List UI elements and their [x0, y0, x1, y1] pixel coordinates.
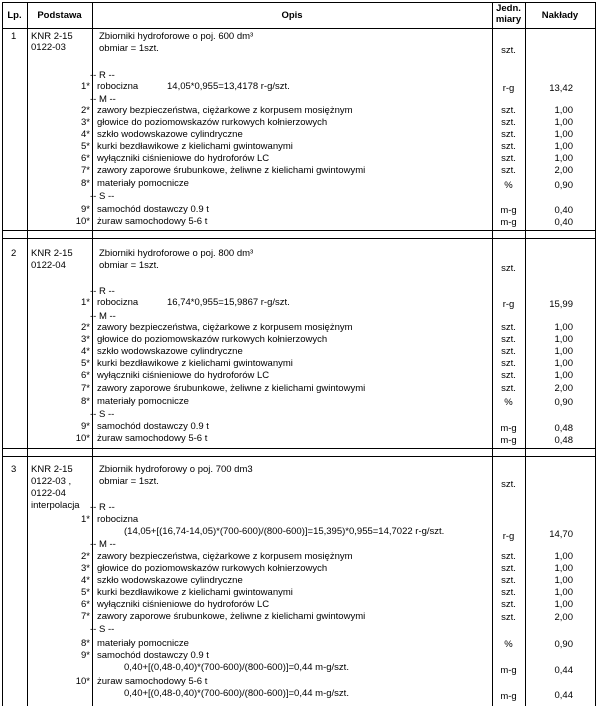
- grid-line: [92, 2, 93, 706]
- row-calc: 0,40+[(0,48-0,40)*(700-600)/(800-600)]=0,44 m-g/szt.: [124, 662, 349, 673]
- row-unit: r-g: [502, 531, 515, 542]
- row-name: żuraw samochodowy 5-6 t: [97, 676, 208, 687]
- row-calc: 0,40+[(0,48-0,40)*(700-600)/(800-600)]=0,44 m-g/szt.: [124, 688, 349, 699]
- column-header-opis: Opis: [281, 10, 303, 21]
- item-obmiar: obmiar = 1szt.: [99, 43, 159, 54]
- row-name: zawory zaporowe śrubunkowe, żeliwne z kielichami gwintowymi: [97, 165, 366, 176]
- item-unit: szt.: [501, 479, 516, 490]
- row-unit: szt.: [501, 383, 516, 394]
- row-number: 1*: [81, 81, 90, 92]
- row-number: 8*: [81, 178, 90, 189]
- row-value: 2,00: [554, 612, 573, 623]
- row-number: 2*: [81, 105, 90, 116]
- item-podstawa: 0122-04: [31, 488, 66, 499]
- column-header-jedn: miary: [495, 14, 522, 25]
- section-label: -- M --: [90, 311, 116, 322]
- section-label: -- R --: [90, 502, 115, 513]
- row-name: samochód dostawczy 0.9 t: [97, 421, 209, 432]
- row-name: głowice do poziomowskazów rurkowych kołnierzowych: [97, 334, 328, 345]
- row-name: szkło wodowskazowe cylindryczne: [97, 129, 243, 140]
- row-unit: r-g: [502, 299, 515, 310]
- row-value: 0,90: [554, 639, 573, 650]
- row-value: 1,00: [554, 153, 573, 164]
- row-name: żuraw samochodowy 5-6 t: [97, 216, 208, 227]
- row-number: 6*: [81, 153, 90, 164]
- row-value: 2,00: [554, 165, 573, 176]
- row-number: 2*: [81, 551, 90, 562]
- row-number: 9*: [81, 650, 90, 661]
- row-value: 1,00: [554, 599, 573, 610]
- row-name: żuraw samochodowy 5-6 t: [97, 433, 208, 444]
- row-number: 3*: [81, 563, 90, 574]
- column-header-naklady: Nakłady: [541, 10, 579, 21]
- row-name: głowice do poziomowskazów rurkowych kołnierzowych: [97, 563, 328, 574]
- column-header-jedn: Jedn.: [496, 3, 521, 14]
- row-value: 1,00: [554, 358, 573, 369]
- row-value: 0,40: [554, 205, 573, 216]
- row-name: zawory bezpieczeństwa, ciężarkowe z korpusem mosiężnym: [97, 322, 353, 333]
- row-name: kurki bezdławikowe z kielichami gwintowanymi: [97, 587, 293, 598]
- row-name: zawory bezpieczeństwa, ciężarkowe z korpusem mosiężnym: [97, 551, 353, 562]
- row-unit: szt.: [501, 334, 516, 345]
- row-number: 4*: [81, 129, 90, 140]
- row-value: 15,99: [549, 299, 573, 310]
- row-unit: m-g: [500, 423, 517, 434]
- row-name: wyłączniki ciśnieniowe do hydroforów LC: [97, 599, 270, 610]
- row-name: samochód dostawczy 0.9 t: [97, 650, 209, 661]
- row-name: zawory zaporowe śrubunkowe, żeliwne z kielichami gwintowymi: [97, 383, 366, 394]
- row-unit: %: [504, 180, 513, 191]
- row-number: 10*: [75, 433, 90, 444]
- row-value: 0,90: [554, 180, 573, 191]
- row-name: szkło wodowskazowe cylindryczne: [97, 575, 243, 586]
- item-podstawa: 0122-04: [31, 260, 66, 271]
- section-label: -- R --: [90, 286, 115, 297]
- item-lp: 3: [11, 464, 17, 475]
- row-unit: szt.: [501, 599, 516, 610]
- item-lp: 1: [11, 31, 17, 42]
- row-unit: szt.: [501, 141, 516, 152]
- row-value: 1,00: [554, 551, 573, 562]
- row-value: 0,44: [554, 665, 573, 676]
- row-number: 6*: [81, 370, 90, 381]
- row-value: 1,00: [554, 105, 573, 116]
- item-podstawa: interpolacja: [31, 500, 80, 511]
- row-value: 1,00: [554, 370, 573, 381]
- section-label: -- S --: [90, 409, 115, 420]
- row-calc: 14,05*0,955=13,4178 r-g/szt.: [167, 81, 290, 92]
- row-number: 5*: [81, 587, 90, 598]
- row-unit: szt.: [501, 370, 516, 381]
- row-unit: szt.: [501, 322, 516, 333]
- item-podstawa: KNR 2-15: [31, 248, 73, 259]
- grid-line: [595, 2, 596, 706]
- row-number: 6*: [81, 599, 90, 610]
- row-value: 14,70: [549, 529, 573, 540]
- grid-line: [2, 448, 595, 449]
- row-number: 9*: [81, 421, 90, 432]
- row-number: 3*: [81, 117, 90, 128]
- row-name: robocizna: [97, 514, 139, 525]
- row-value: 1,00: [554, 587, 573, 598]
- row-value: 1,00: [554, 334, 573, 345]
- row-unit: szt.: [501, 551, 516, 562]
- row-unit: %: [504, 639, 513, 650]
- grid-line: [27, 2, 28, 706]
- row-unit: szt.: [501, 129, 516, 140]
- item-lp: 2: [11, 248, 17, 259]
- grid-line: [2, 238, 595, 239]
- row-number: 7*: [81, 611, 90, 622]
- row-name: wyłączniki ciśnieniowe do hydroforów LC: [97, 370, 270, 381]
- row-unit: szt.: [501, 587, 516, 598]
- row-number: 8*: [81, 638, 90, 649]
- grid-line: [2, 28, 595, 29]
- row-name: robocizna: [97, 81, 139, 92]
- row-value: 1,00: [554, 129, 573, 140]
- item-podstawa: 0122-03 ,: [31, 476, 72, 487]
- row-name: głowice do poziomowskazów rurkowych kołnierzowych: [97, 117, 328, 128]
- grid-line: [2, 456, 595, 457]
- section-label: -- S --: [90, 191, 115, 202]
- row-name: robocizna: [97, 297, 139, 308]
- row-name: materiały pomocnicze: [97, 396, 189, 407]
- row-value: 0,48: [554, 435, 573, 446]
- row-value: 0,90: [554, 397, 573, 408]
- column-header-podstawa: Podstawa: [37, 10, 82, 21]
- row-calc: 16,74*0,955=15,9867 r-g/szt.: [167, 297, 290, 308]
- row-number: 2*: [81, 322, 90, 333]
- row-unit: szt.: [501, 117, 516, 128]
- item-podstawa: KNR 2-15: [31, 31, 73, 42]
- item-title: Zbiorniki hydroforowe o poj. 600 dm³: [99, 31, 254, 42]
- row-number: 7*: [81, 165, 90, 176]
- row-unit: szt.: [501, 358, 516, 369]
- row-name: kurki bezdławikowe z kielichami gwintowanymi: [97, 358, 293, 369]
- item-obmiar: obmiar = 1szt.: [99, 260, 159, 271]
- row-number: 4*: [81, 346, 90, 357]
- row-number: 8*: [81, 396, 90, 407]
- section-label: -- M --: [90, 94, 116, 105]
- row-unit: m-g: [500, 665, 517, 676]
- row-number: 7*: [81, 383, 90, 394]
- item-podstawa: KNR 2-15: [31, 464, 73, 475]
- row-number: 1*: [81, 297, 90, 308]
- row-name: materiały pomocnicze: [97, 178, 189, 189]
- row-number: 3*: [81, 334, 90, 345]
- row-name: wyłączniki ciśnieniowe do hydroforów LC: [97, 153, 270, 164]
- grid-line: [2, 2, 3, 706]
- row-value: 1,00: [554, 141, 573, 152]
- row-number: 5*: [81, 141, 90, 152]
- row-unit: %: [504, 397, 513, 408]
- item-podstawa: 0122-03: [31, 42, 66, 53]
- row-value: 2,00: [554, 383, 573, 394]
- item-unit: szt.: [501, 45, 516, 56]
- row-name: szkło wodowskazowe cylindryczne: [97, 346, 243, 357]
- item-obmiar: obmiar = 1szt.: [99, 476, 159, 487]
- row-unit: szt.: [501, 153, 516, 164]
- row-unit: m-g: [500, 435, 517, 446]
- row-unit: r-g: [502, 83, 515, 94]
- row-name: materiały pomocnicze: [97, 638, 189, 649]
- row-unit: m-g: [500, 205, 517, 216]
- row-number: 9*: [81, 204, 90, 215]
- row-number: 10*: [75, 216, 90, 227]
- row-unit: szt.: [501, 575, 516, 586]
- item-unit: szt.: [501, 263, 516, 274]
- row-unit: szt.: [501, 563, 516, 574]
- row-unit: szt.: [501, 612, 516, 623]
- row-unit: m-g: [500, 217, 517, 228]
- row-value: 1,00: [554, 322, 573, 333]
- row-value: 1,00: [554, 117, 573, 128]
- row-number: 4*: [81, 575, 90, 586]
- row-value: 1,00: [554, 563, 573, 574]
- item-title: Zbiornik hydroforowy o poj. 700 dm3: [99, 464, 253, 475]
- row-value: 0,44: [554, 690, 573, 701]
- item-title: Zbiorniki hydroforowe o poj. 800 dm³: [99, 248, 254, 259]
- row-value: 13,42: [549, 83, 573, 94]
- row-name: zawory zaporowe śrubunkowe, żeliwne z kielichami gwintowymi: [97, 611, 366, 622]
- row-number: 1*: [81, 514, 90, 525]
- section-label: -- M --: [90, 539, 116, 550]
- row-value: 1,00: [554, 575, 573, 586]
- row-unit: szt.: [501, 165, 516, 176]
- row-name: samochód dostawczy 0.9 t: [97, 204, 209, 215]
- row-number: 5*: [81, 358, 90, 369]
- row-calc: (14,05+[(16,74-14,05)*(700-600)/(800-600)]=15,395)*0,955=14,7022 r-g/szt.: [124, 526, 445, 537]
- row-unit: m-g: [500, 691, 517, 702]
- row-name: zawory bezpieczeństwa, ciężarkowe z korpusem mosiężnym: [97, 105, 353, 116]
- section-label: -- S --: [90, 624, 115, 635]
- row-name: kurki bezdławikowe z kielichami gwintowanymi: [97, 141, 293, 152]
- row-value: 0,40: [554, 217, 573, 228]
- row-unit: szt.: [501, 346, 516, 357]
- row-value: 0,48: [554, 423, 573, 434]
- row-unit: szt.: [501, 105, 516, 116]
- row-value: 1,00: [554, 346, 573, 357]
- section-label: -- R --: [90, 70, 115, 81]
- grid-line: [2, 230, 595, 231]
- row-number: 10*: [75, 676, 90, 687]
- column-header-lp: Lp.: [7, 10, 22, 21]
